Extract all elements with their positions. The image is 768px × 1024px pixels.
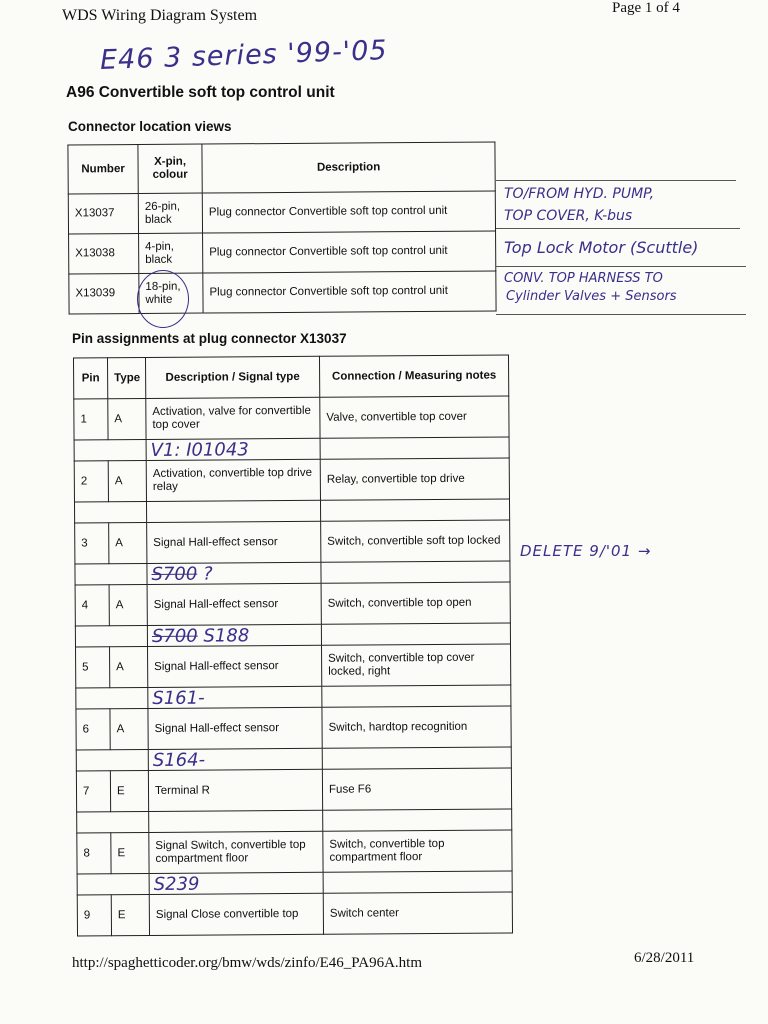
connector-xpin: 18-pin, white [139,273,203,313]
empty-cell [323,809,512,831]
pin-type: A [109,585,147,626]
pin-row [76,644,511,688]
empty-cell [77,812,149,834]
pin-number: 7 [76,771,110,812]
pin-type: A [108,399,146,440]
pin-signal: Activation, valve for convertible top cover [146,397,320,439]
col-connection-header: Connection / Measuring notes [319,355,508,397]
connector-number: X13038 [69,234,139,274]
pin-type: E [111,895,149,936]
pin-signal: Signal Close convertible top [149,893,323,935]
col-pin-header: Pin [73,358,107,399]
pin-signal: Signal Hall-effect sensor [147,583,321,625]
pin-number: 6 [76,709,110,750]
connector-xpin: 26-pin, black [138,193,202,233]
pin-connection: Switch, convertible top cover locked, right [321,644,510,686]
empty-cell [322,685,511,707]
connector-table-header [68,142,495,194]
empty-cell [322,747,511,769]
handwritten-pin-note [147,562,321,584]
pin-note-row [74,499,509,523]
empty-cell [75,626,147,648]
pin-note-text: S188 [203,624,250,647]
pin-signal: Terminal R [148,769,322,811]
pin-number: 5 [76,647,110,688]
empty-cell [75,564,147,586]
footer-date: 6/28/2011 [634,950,695,966]
pin-signal: Signal Switch, convertible top compartment floor [149,831,323,873]
handwritten-pin-note [146,500,320,522]
connector-xpin: 4-pin, black [139,233,203,273]
pin-type: A [110,709,148,750]
pin-row [75,582,510,626]
pin-number: 2 [74,461,108,502]
pin-note-row [77,871,512,895]
connector-row [69,231,496,274]
col-signal-header: Description / Signal type [145,356,319,398]
pin-signal: Signal Hall-effect sensor [147,521,321,563]
connector-description: Plug connector Convertible soft top control unit [202,191,495,233]
pin-note-row [75,623,510,647]
connector-description: Plug connector Convertible soft top control unit [203,271,496,313]
page-number: Page 1 of 4 [612,0,680,16]
pin-row [74,396,509,440]
handwritten-circle-mark [137,270,189,328]
pin-signal: Activation, convertible top drive relay [146,459,320,501]
pin-connection: Relay, convertible top drive [320,458,509,500]
empty-cell [74,502,146,524]
connector-description: Plug connector Convertible soft top control unit [203,231,496,273]
pin-note-text: S161- [152,687,205,709]
handwritten-pin-note [147,624,321,646]
empty-cell [320,437,509,459]
handwritten-conn-note: CONV. TOP HARNESS TO [504,271,663,286]
pin-number: 8 [77,833,111,874]
handwritten-model-note: E46 3 series '99-'05 [99,34,389,77]
pin-number: 9 [77,895,111,936]
pin-table-header [73,355,508,399]
note-underline [496,266,746,267]
pin-number: 1 [74,399,108,440]
empty-cell [76,750,148,772]
pin-row [76,706,511,750]
handwritten-pin-note [148,686,322,708]
struck-out-note: S700 [151,625,198,647]
pin-connection: Switch center [323,892,512,934]
pin-connection: Switch, convertible top open [321,582,510,624]
pin-note-row [76,747,511,771]
pin-note-text: S164- [152,749,206,771]
pin-assignment-table [73,354,513,936]
handwritten-pin-note [148,748,322,770]
pin-section-heading: Pin assignments at plug connector X13037 [72,331,347,346]
connector-row [69,271,496,314]
pin-row [76,768,511,812]
note-underline [496,228,740,229]
handwritten-conn-note: TO/FROM HYD. PUMP, [504,186,655,202]
empty-cell [321,623,510,645]
pin-row [77,892,512,936]
handwritten-pin-note [149,810,323,832]
pin-note-row [74,437,509,461]
pin-connection: Valve, convertible top cover [320,396,509,438]
pin-type: E [110,771,148,812]
pin-type: A [110,647,148,688]
empty-cell [76,688,148,710]
connector-number: X13039 [69,274,139,314]
handwritten-conn-note: Cylinder Valves + Sensors [506,289,677,304]
empty-cell [74,440,146,462]
pin-type: E [111,833,149,874]
empty-cell [321,561,510,583]
handwritten-conn-note: Top Lock Motor (Scuttle) [504,238,699,257]
empty-cell [320,499,509,521]
pin-connection: Switch, convertible top compartment floor [323,830,512,872]
pin-row [75,520,510,564]
empty-cell [323,871,512,893]
pin-note-text: ? [202,563,213,585]
pin-note-text: S239 [153,873,200,895]
col-type-header: Type [107,358,145,399]
handwritten-pin-note [149,872,323,894]
pin-signal: Signal Hall-effect sensor [148,645,322,687]
pin-connection: Switch, convertible soft top locked [321,520,510,562]
pin-number: 3 [75,523,109,564]
pin-type: A [109,523,147,564]
handwritten-pin-note [146,438,320,460]
page-title: A96 Convertible soft top control unit [66,84,335,101]
pin-connection: Fuse F6 [322,768,511,810]
connector-row [68,191,495,234]
connector-section-heading: Connector location views [68,119,232,134]
col-xpin-header: X-pin, colour [138,144,202,193]
document-header: WDS Wiring Diagram System [62,7,258,24]
pin-note-row [77,809,512,833]
pin-row [74,458,509,502]
pin-number: 4 [75,585,109,626]
pin-row [77,830,512,874]
struck-out-note: S700 [151,563,198,585]
handwritten-conn-note: TOP COVER, K-bus [504,208,633,224]
footer-url: http://spaghetticoder.org/bmw/wds/zinfo/E46_PA96A.htm [72,955,422,971]
pin-signal: Signal Hall-effect sensor [148,707,322,749]
connector-table [67,142,496,315]
empty-cell [77,874,149,896]
pin-note-row [76,685,511,709]
col-number-header: Number [68,145,138,194]
pin-type: A [108,461,146,502]
note-underline [496,180,736,181]
pin-connection: Switch, hardtop recognition [322,706,511,748]
pin-note-row [75,561,510,585]
note-underline [496,314,746,315]
connector-number: X13037 [68,194,138,234]
col-description-header: Description [202,142,495,193]
pin-note-text: V1: I01043 [150,438,249,461]
handwritten-delete-note: DELETE 9/'01 → [520,542,652,560]
